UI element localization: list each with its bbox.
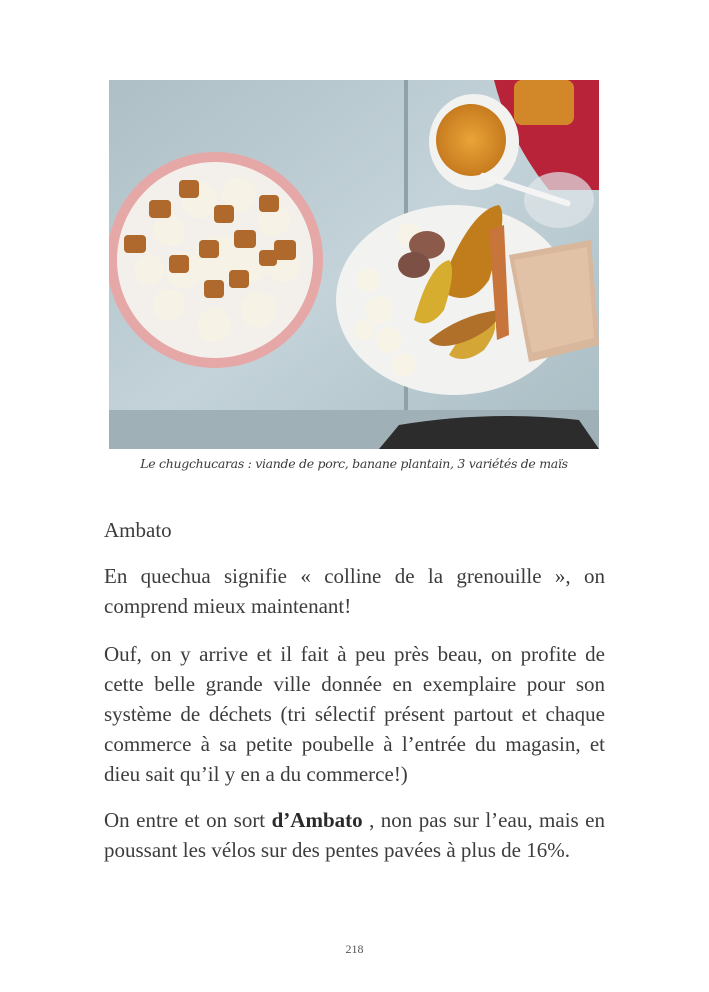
paragraph-3: [104, 805, 605, 865]
page-number: 218: [345, 942, 364, 956]
section-heading: Ambato: [104, 518, 172, 542]
paragraph-2: Ouf, on y arrive et il fait à peu près beau, on profite de cette belle grande ville donnée en exemplaire pour son système de déchets (tri sélectif présent partout et chaque commerce à sa petite poubelle à l’entrée du magasin, et dieu sait qu’il y en a du commerce!): [104, 642, 605, 786]
photo-caption: Le chugchucaras : viande de porc, banane plantain, 3 variétés de maïs: [140, 456, 568, 471]
paragraph-3-end: , non pas sur l’eau, mais en poussant les vélos sur des pentes pavées à plus de 16%.: [104, 808, 605, 862]
food-photo: [109, 80, 599, 449]
paragraph-3-start: On entre et on sort: [104, 808, 272, 832]
paragraph-3-bold: d’Ambato: [271, 808, 363, 832]
paragraph-1: En quechua signifie « colline de la grenouille », on comprend mieux maintenant!: [104, 564, 605, 618]
